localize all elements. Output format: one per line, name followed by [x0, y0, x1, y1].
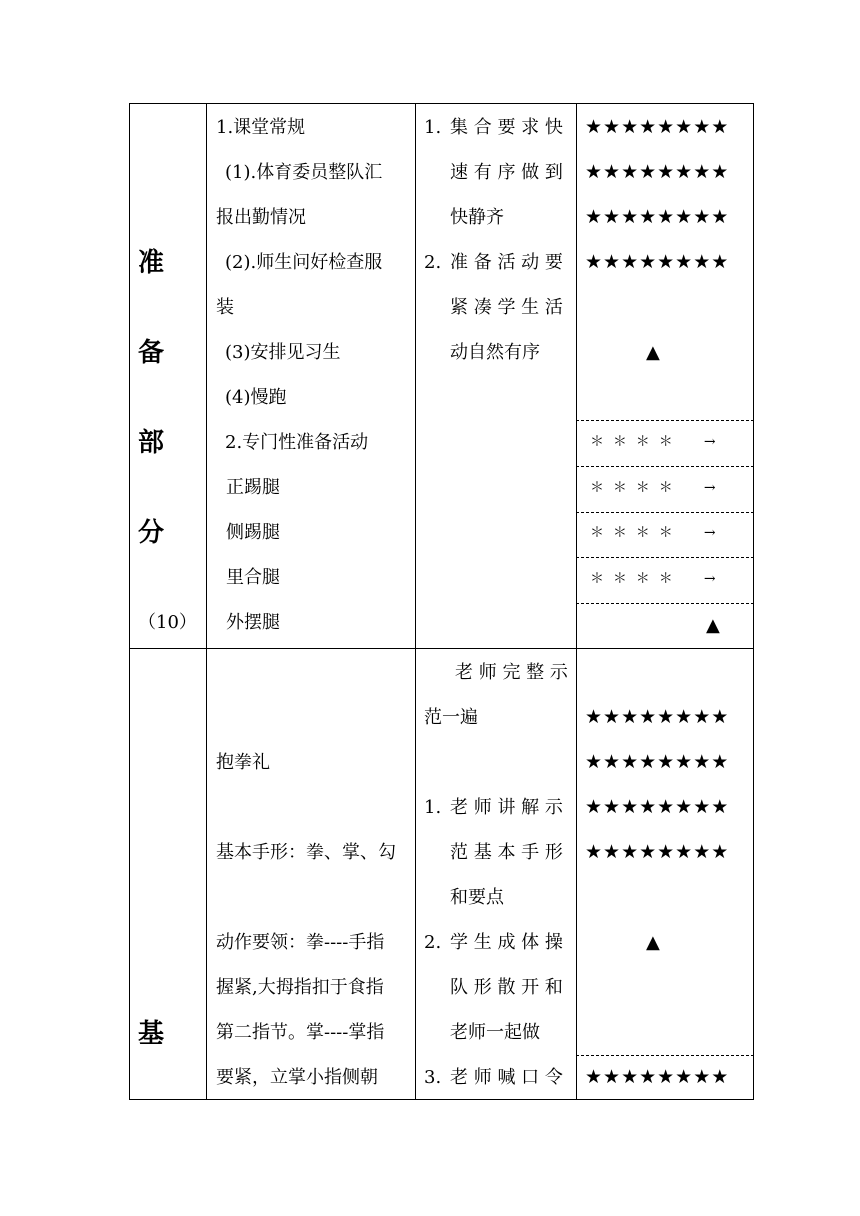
content-line: 装	[216, 297, 234, 318]
section2-label-char: 基	[138, 1019, 165, 1049]
requirement-line: 范一遍	[424, 707, 478, 728]
content-line: 1.课堂常规	[216, 117, 306, 138]
content-line: 2.专门性准备活动	[225, 432, 369, 453]
requirement-number: 2.	[424, 252, 442, 273]
drill-row: ＊ ＊ ＊ ＊ →	[590, 480, 716, 496]
teacher-position-marker: ▲	[646, 932, 660, 953]
column-divider-1	[206, 103, 207, 1100]
student-formation-row: ★★★★★★★★	[585, 116, 730, 138]
drill-row: ＊ ＊ ＊ ＊ →	[590, 525, 716, 541]
student-formation-row: ★★★★★★★★	[585, 251, 730, 273]
requirement-line: 和要点	[450, 887, 504, 908]
requirement-line: 速 有 序 做 到	[450, 162, 563, 183]
section1-label-char-1: 准	[138, 248, 165, 278]
requirement-line: 紧 凑 学 生 活	[450, 297, 563, 318]
content-line: 动作要领：拳----手指	[216, 932, 385, 953]
requirement-line: 动自然有序	[450, 342, 540, 363]
content-item: 抱拳礼	[216, 752, 270, 773]
requirement-number: 2.	[424, 932, 442, 953]
content-line: (4)慢跑	[225, 387, 287, 408]
requirement-line: 老师一起做	[450, 1022, 540, 1043]
content-item: 基本手形：拳、掌、勾	[216, 842, 396, 863]
drill-row: ＊ ＊ ＊ ＊ →	[590, 434, 716, 450]
content-line: 握紧,大拇指扣于食指	[216, 977, 384, 998]
content-line: 里合腿	[226, 567, 280, 588]
content-line: (3)安排见习生	[225, 342, 341, 363]
section-divider	[129, 648, 754, 649]
content-line: (2).师生问好检查服	[225, 252, 383, 273]
section1-label-char-4: 分	[138, 518, 165, 548]
column-divider-3	[576, 103, 577, 1100]
student-formation-row: ★★★★★★★★	[585, 161, 730, 183]
drill-row-line-5	[576, 603, 754, 604]
drill-row: ＊ ＊ ＊ ＊ →	[590, 571, 716, 587]
requirement-number: 1.	[424, 797, 442, 818]
teacher-position-marker: ▲	[646, 342, 660, 363]
section1-duration: （10）	[138, 612, 197, 633]
student-formation-row: ★★★★★★★★	[585, 206, 730, 228]
requirement-line: 快静齐	[450, 207, 504, 228]
student-formation-row: ★★★★★★★★	[585, 1066, 730, 1088]
student-formation-row: ★★★★★★★★	[585, 751, 730, 773]
content-line: 外摆腿	[226, 612, 280, 633]
content-line: 侧踢腿	[226, 522, 280, 543]
content-line: 报出勤情况	[216, 207, 306, 228]
requirement-line: 老 师 喊 口 令	[450, 1067, 563, 1088]
section1-label-char-3: 部	[138, 428, 165, 458]
section1-label-char-2: 备	[138, 338, 165, 368]
requirement-line: 队 形 散 开 和	[450, 977, 563, 998]
content-line: (1).体育委员整队汇	[225, 162, 383, 183]
requirement-number: 1.	[424, 117, 442, 138]
content-line: 第二指节。掌----掌指	[216, 1022, 385, 1043]
teacher-position-marker: ▲	[706, 615, 720, 636]
column-divider-2	[415, 103, 416, 1100]
content-line: 正踢腿	[226, 477, 280, 498]
student-formation-row: ★★★★★★★★	[585, 841, 730, 863]
content-line: 要紧，立掌小指侧朝	[216, 1067, 378, 1088]
requirement-line: 范 基 本 手 形	[450, 842, 563, 863]
requirement-line: 准 备 活 动 要	[450, 252, 563, 273]
requirement-number: 3.	[424, 1067, 442, 1088]
student-formation-row: ★★★★★★★★	[585, 796, 730, 818]
student-formation-row: ★★★★★★★★	[585, 706, 730, 728]
requirement-line: 老 师 完 整 示	[455, 662, 568, 683]
requirement-line: 集 合 要 求 快	[450, 117, 563, 138]
requirement-line: 学 生 成 体 操	[450, 932, 563, 953]
requirement-line: 老 师 讲 解 示	[450, 797, 563, 818]
formation-dashed-edge	[753, 1055, 754, 1100]
